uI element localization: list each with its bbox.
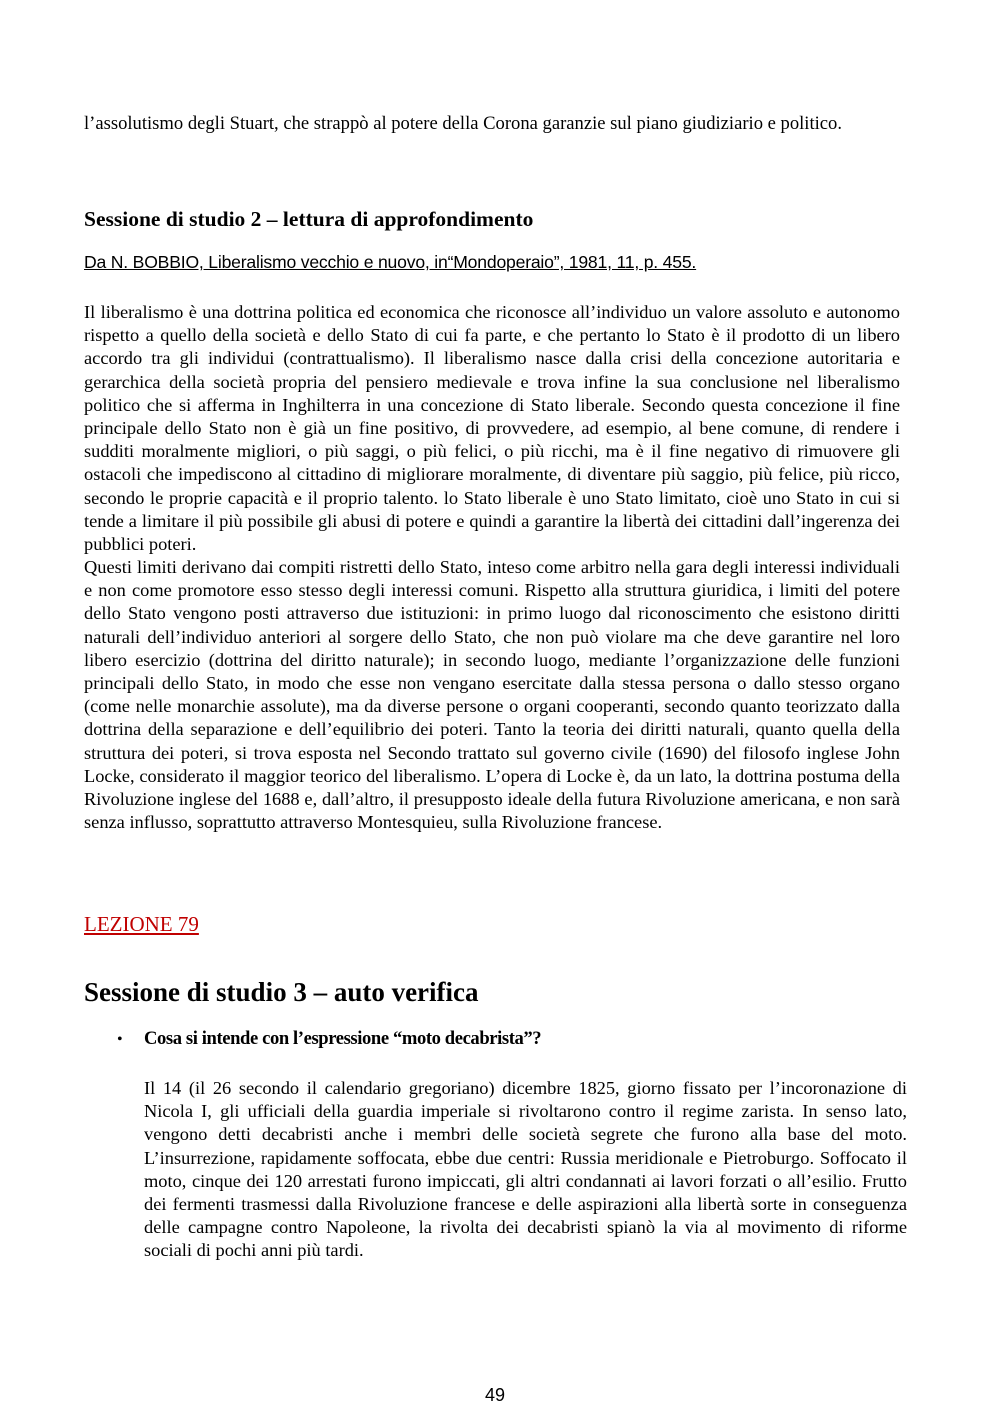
continuation-line: l’assolutismo degli Stuart, che strappò al potere della Corona garanzie sul piano giudiziario e politico. [84,113,843,134]
reading-paragraph-1: Il liberalismo è una dottrina politica ed economica che riconosce all’individuo un valore assoluto e autonomo rispetto a quello della società e dello Stato di cui fa parte, e che pertanto lo Stato è il prodotto di un libero accordo tra gli individui (contrattualismo). Il liberalismo nasce dalla crisi della concezione autoritaria e gerarchica della società propria del pensiero medievale e trova infine la sua conclusione nel liberalismo politico che si afferma in Inghilterra in una concezione di Stato liberale. Secondo questa concezione il fine principale dello Stato non è già un fine positivo, di provvedere, ad esempio, al bene comune, di rendere i sudditi moralmente migliori, o più saggi, o più felici, o più ricchi, ma è il fine negativo di rimuovere gli ostacoli che impediscono al cittadino di migliorare moralmente, di diventare più saggio, più felice, più ricco, secondo le proprie capacità e il proprio talento. lo Stato liberale è uno Stato limitato, cioè uno Stato in cui si tende a limitare il più possibile gli abusi di potere e quindi a garantire la libertà dei cittadini dall’ingerenza dei pubblici poteri. [84,302,900,555]
reading-paragraph-2: Questi limiti derivano dai compiti ristretti dello Stato, inteso come arbitro nella gara degli interessi individuali e non come promotore esso stesso degli interessi comuni. Rispetto alla struttura giuridica, i limiti del potere dello Stato vengono posti attraverso due istituzioni: in primo luogo dal riconoscimento che esistono diritti naturali dell’individuo anteriori al sorgere dello Stato, che non può violare ma che deve garantire nel loro libero esercizio (dottrina del diritto naturale); in secondo luogo, mediante l’organizzazione delle funzioni principali dello Stato, in modo che esse non vengano esercitate dalla stessa persona o dallo stesso organo (come nelle monarchie assolute), ma da diverse persone o organi cooperanti, secondo quanto teorizzato dalla dottrina della separazione e dell’equilibrio dei poteri. Tanto la teoria dei diritti naturali, quanto quella della struttura dei poteri, si trova esposta nel Secondo trattato sul governo civile (1690) del filosofo inglese John Locke, considerato il maggior teorico del liberalismo. L’opera di Locke è, da un lato, la dottrina postuma della Rivoluzione inglese del 1688 e, dall’altro, il presupposto ideale della futura Rivoluzione americana, e non sarà senza influsso, soprattutto attraverso Montesquieu, sulla Rivoluzione francese. [84,557,900,833]
self-check-question: Cosa si intende con l’espressione “moto decabrista”? [144,1028,542,1049]
self-check-answer: Il 14 (il 26 secondo il calendario gregoriano) dicembre 1825, giorno fissato per l’incoronazione di Nicola I, gli ufficiali della guardia imperiale si rivoltarono contro il regime zarista. In senso lato, vengono detti decabristi anche i membri delle società segrete che furono alla base del moto. L’insurrezione, rapidamente soffocata, ebbe due centri: Russia meridionale e Pietroburgo. Soffocato il moto, cinque dei 120 arrestati furono impiccati, gli altri condannati ai lavori forzati o all’esilio. Frutto dei fermenti trasmessi dalla Rivoluzione francese e delle aspirazioni alla libertà sorte in conseguenza delle campagne contro Napoleone, la rivolta dei decabristi spianò la via al movimento di riforme sociali di pochi anni più tardi. [144,1078,907,1261]
lesson-link[interactable]: LEZIONE 79 [84,912,199,936]
page-number: 49 [484,1385,506,1405]
section-2-heading: Sessione di studio 2 – lettura di approfondimento [84,207,534,231]
section-3-heading: Sessione di studio 3 – auto verifica [84,977,479,1007]
source-citation: Da N. BOBBIO, Liberalismo vecchio e nuovo, in“Mondoperaio”, 1981, 11, p. 455. [84,252,697,272]
bullet-icon: • [117,1031,123,1048]
